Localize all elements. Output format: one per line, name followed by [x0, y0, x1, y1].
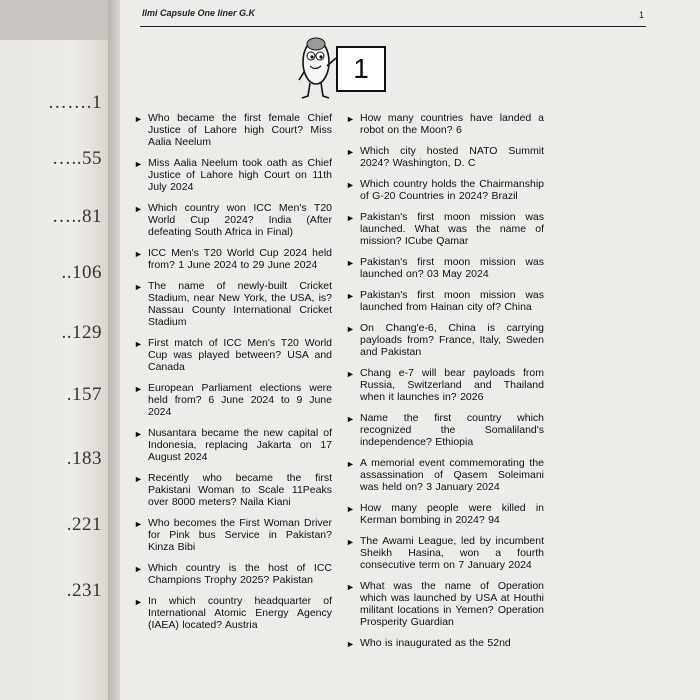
list-item [134, 562, 332, 586]
bullet-arrow-icon: ► [346, 180, 355, 190]
left-page-number: .231 [66, 580, 102, 601]
question-text: Pakistan's first moon mission was launched on? 03 May 2024 [360, 256, 544, 280]
bullet-arrow-icon: ► [346, 369, 355, 379]
bullet-arrow-icon: ► [346, 582, 355, 592]
question-text: Who becomes the First Woman Driver for Pink bus Service in Pakistan? Kinza Bibi [148, 517, 332, 553]
list-item [134, 337, 332, 373]
question-text: First match of ICC Men's T20 World Cup was played between? USA and Canada [148, 337, 332, 373]
bullet-arrow-icon: ► [346, 414, 355, 424]
list-item [346, 322, 544, 358]
bullet-arrow-icon: ► [134, 339, 143, 349]
book-page [120, 0, 700, 700]
bullet-arrow-icon: ► [134, 564, 143, 574]
list-item [134, 112, 332, 148]
question-text: Pakistan's first moon mission was launched from Hainan city of? China [360, 289, 544, 313]
bullet-arrow-icon: ► [134, 282, 143, 292]
left-question-column [134, 112, 332, 640]
bullet-arrow-icon: ► [346, 213, 355, 223]
list-item [346, 289, 544, 313]
page-number: 1 [638, 10, 644, 20]
list-item [134, 595, 332, 631]
bullet-arrow-icon: ► [346, 291, 355, 301]
list-item [134, 472, 332, 508]
question-text: Which country holds the Chairmanship of G-20 Countries in 2024? Brazil [360, 178, 544, 202]
question-text: Which city hosted NATO Summit 2024? Washington, D. C [360, 145, 544, 169]
bullet-arrow-icon: ► [346, 258, 355, 268]
question-text: Which country is the host of ICC Champions Trophy 2025? Pakistan [148, 562, 332, 586]
list-item [346, 412, 544, 448]
left-page-number: .221 [66, 514, 102, 535]
left-page-number: .183 [66, 448, 102, 469]
question-text: The name of newly-built Cricket Stadium, near New York, the USA, is? Nassau County International Cricket Stadium [148, 280, 332, 328]
question-text: How many countries have landed a robot on the Moon? 6 [360, 112, 544, 136]
bullet-arrow-icon: ► [346, 147, 355, 157]
list-item [346, 502, 544, 526]
right-question-column [346, 112, 544, 658]
bullet-arrow-icon: ► [346, 324, 355, 334]
chapter-number-box: 1 [336, 46, 386, 92]
question-text: Who became the first female Chief Justice of Lahore high Court? Miss Aalia Neelum [148, 112, 332, 148]
bullet-arrow-icon: ► [134, 429, 143, 439]
question-text: Recently who became the first Pakistani Woman to Scale 11Peaks over 8000 meters? Naila Kiani [148, 472, 332, 508]
question-text: In which country headquarter of International Atomic Energy Agency (IAEA) located? Austria [148, 595, 332, 631]
bullet-arrow-icon: ► [134, 474, 143, 484]
bullet-arrow-icon: ► [134, 519, 143, 529]
question-text: Nusantara became the new capital of Indonesia, replacing Jakarta on 17 August 2024 [148, 427, 332, 463]
list-item [134, 157, 332, 193]
left-page-number: …..55 [52, 148, 102, 169]
list-item [346, 112, 544, 136]
question-text: European Parliament elections were held from? 6 June 2024 to 9 June 2024 [148, 382, 332, 418]
list-item [134, 382, 332, 418]
bullet-arrow-icon: ► [134, 159, 143, 169]
list-item [134, 517, 332, 553]
bullet-arrow-icon: ► [134, 249, 143, 259]
bullet-arrow-icon: ► [346, 537, 355, 547]
bullet-arrow-icon: ► [134, 204, 143, 214]
list-item [346, 457, 544, 493]
list-item [134, 202, 332, 238]
question-text: On Chang'e-6, China is carrying payloads from? France, Italy, Sweden and Pakistan [360, 322, 544, 358]
question-text: How many people were killed in Kerman bombing in 2024? 94 [360, 502, 544, 526]
bullet-arrow-icon: ► [346, 114, 355, 124]
page-header [140, 6, 646, 27]
question-text: What was the name of Operation which was launched by USA at Houthi militant locations in Yemen? Operation Prosperity Guardian [360, 580, 544, 628]
list-item [346, 178, 544, 202]
bullet-arrow-icon: ► [346, 459, 355, 469]
bullet-arrow-icon: ► [134, 384, 143, 394]
bullet-arrow-icon: ► [134, 597, 143, 607]
question-text: Who is inaugurated as the 52nd [360, 637, 511, 649]
question-text: ICC Men's T20 World Cup 2024 held from? 1 June 2024 to 29 June 2024 [148, 247, 332, 271]
list-item [134, 247, 332, 271]
left-page-number: .157 [66, 384, 102, 405]
list-item [346, 145, 544, 169]
left-page-number: …..81 [52, 206, 102, 227]
left-page-number: ..129 [61, 322, 102, 343]
question-text: The Awami League, led by incumbent Sheikh Hasina, won a fourth consecutive term on 7 January 2024 [360, 535, 544, 571]
left-page [0, 40, 108, 700]
list-item [346, 637, 544, 649]
bullet-arrow-icon: ► [346, 639, 355, 649]
question-text: Pakistan's first moon mission was launched. What was the name of mission? ICube Qamar [360, 211, 544, 247]
left-page-number: ..106 [61, 262, 102, 283]
question-text: Miss Aalia Neelum took oath as Chief Justice of Lahore high Court on 11th July 2024 [148, 157, 332, 193]
question-text: A memorial event commemorating the assassination of Qasem Soleimani was held on? 3 January 2024 [360, 457, 544, 493]
list-item [346, 211, 544, 247]
bullet-arrow-icon: ► [134, 114, 143, 124]
list-item [346, 256, 544, 280]
list-item [346, 367, 544, 403]
question-text: Which country won ICC Men's T20 World Cup 2024? India (After defeating South Africa in Final) [148, 202, 332, 238]
bullet-arrow-icon: ► [346, 504, 355, 514]
question-text: Chang e-7 will bear payloads from Russia, Switzerland and Thailand when it launches in? 2026 [360, 367, 544, 403]
list-item [346, 535, 544, 571]
book-title: Ilmi Capsule One liner G.K [142, 8, 256, 18]
chapter-heading [296, 32, 406, 102]
list-item [346, 580, 544, 628]
list-item [134, 280, 332, 328]
question-text: Name the first country which recognized the Somaliland's independence? Ethiopia [360, 412, 544, 448]
list-item [134, 427, 332, 463]
left-page-number: …….1 [47, 92, 102, 113]
